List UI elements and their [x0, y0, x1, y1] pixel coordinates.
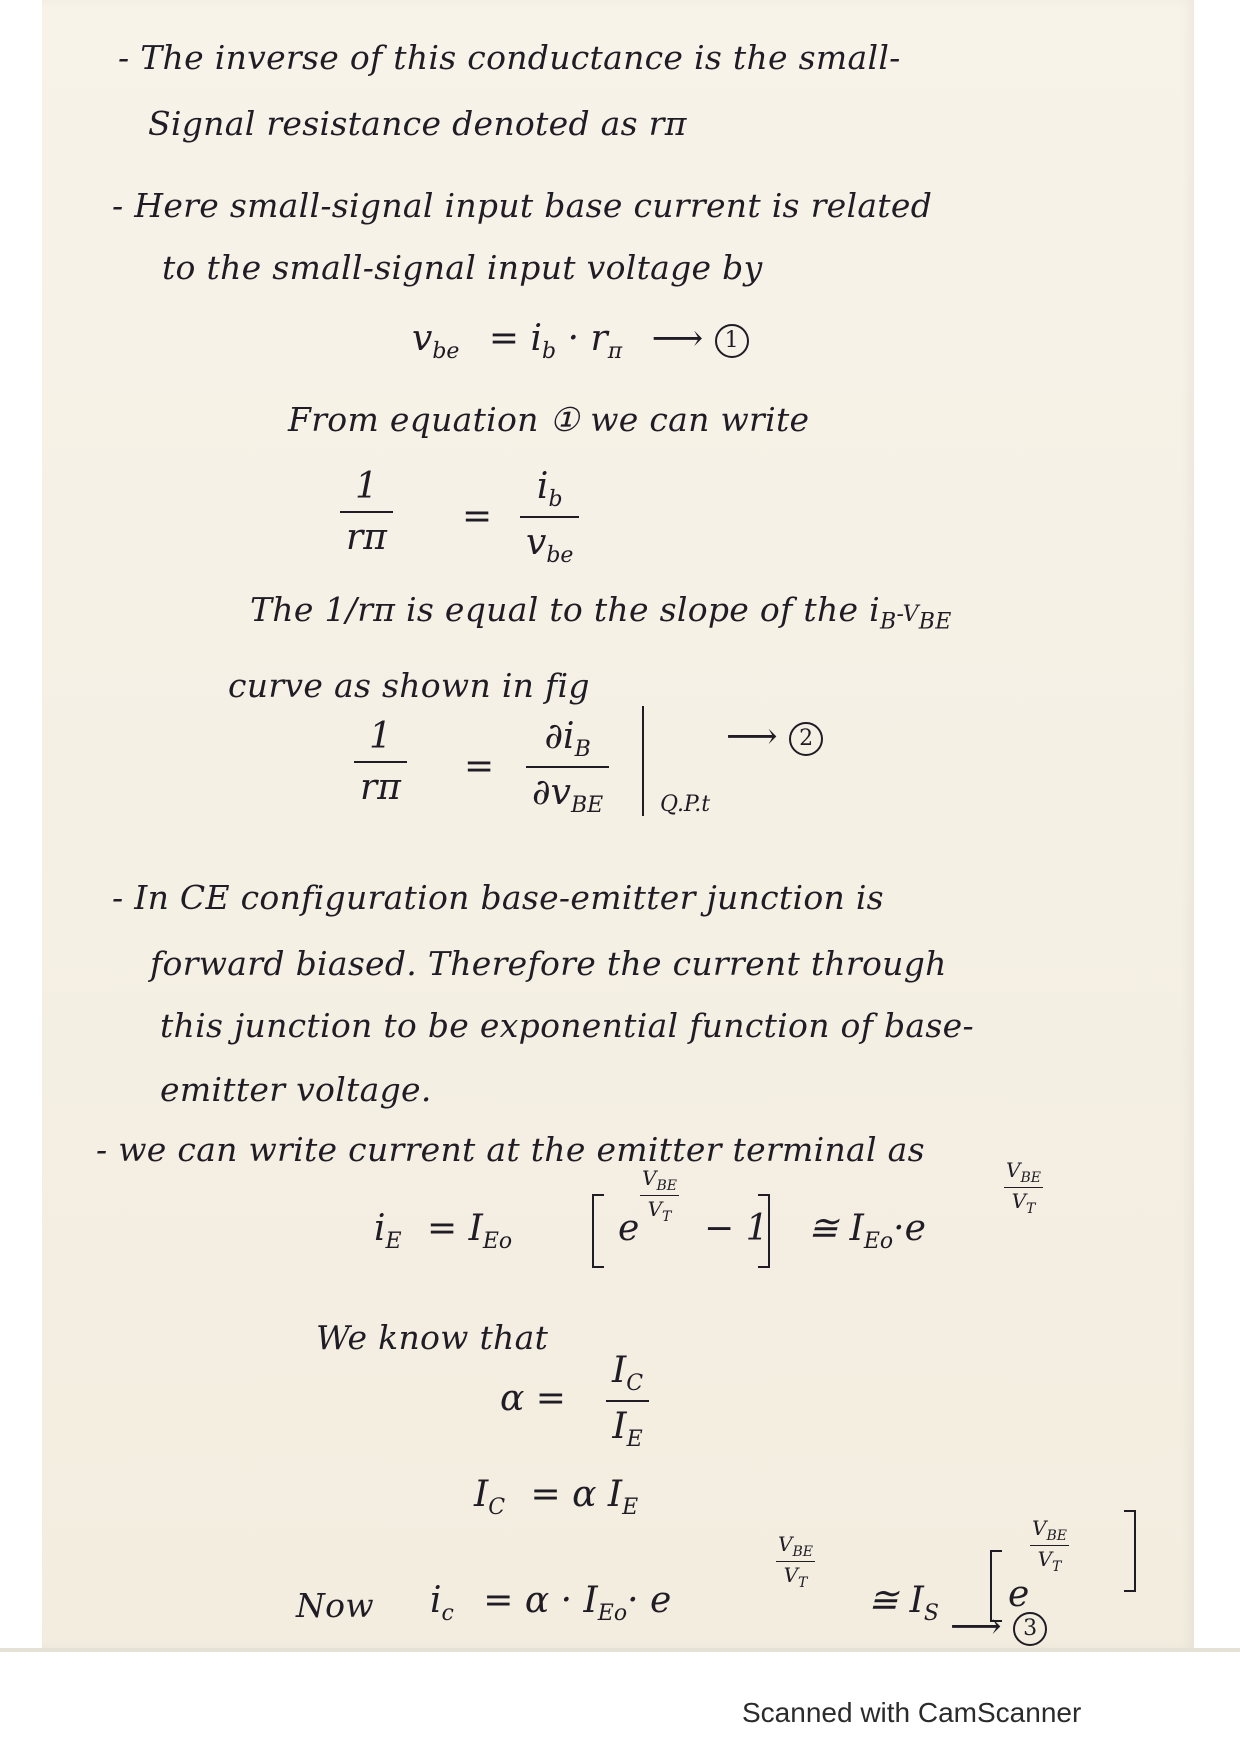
- text-line-12: - we can write current at the emitter terminal as: [96, 1130, 925, 1169]
- page-edge: [0, 1648, 1240, 1652]
- equation-3-approx: ≅ $I_S$: [868, 1580, 939, 1627]
- text-line-9: forward biased. Therefore the current through: [150, 944, 947, 983]
- fraction-diB-over-dvBE: $\partial i_B$ $\partial v_{BE}$: [526, 716, 609, 818]
- exponent-vbe-over-vt: $V_{BE}$ $V_T$: [642, 1166, 677, 1225]
- fraction-one-over-rpi: 1 rπ: [340, 466, 393, 558]
- equation-tag-1: 1: [715, 324, 749, 358]
- evaluation-bar: [642, 706, 644, 816]
- arrow-icon: ⟶: [950, 1606, 1002, 1647]
- alpha-lhs: α =: [500, 1378, 566, 1419]
- equation-2-arrow: [726, 716, 823, 757]
- text-line-5: From equation ① we can write: [288, 400, 810, 439]
- text-line-1: - The inverse of this conductance is the small-: [118, 38, 901, 77]
- exponent-vbe-over-vt-2: $V_{BE}$ $V_T$: [1006, 1158, 1041, 1217]
- text-line-13: We know that: [316, 1318, 549, 1357]
- text-line-10: this junction to be exponential function of base-: [160, 1006, 974, 1045]
- text-line-6: The 1/rπ is equal to the slope of the $i_B-V_{BE}$: [250, 590, 952, 635]
- text-line-2: Signal resistance denoted as rπ: [148, 104, 687, 143]
- arrow-icon: ⟶: [651, 318, 704, 359]
- left-bracket: [592, 1194, 604, 1268]
- text-line-3: - Here small-signal input base current is related: [112, 186, 933, 225]
- equation-3: $i_c = \alpha \cdot I_{Eo}\cdot e$: [430, 1580, 672, 1627]
- evaluation-point-label: Q.P.t: [660, 792, 711, 817]
- right-bracket: [758, 1194, 770, 1268]
- text-line-14: Now: [296, 1586, 374, 1625]
- collector-current-relation: $I_C = \alpha$ $I_E$: [474, 1474, 639, 1521]
- emitter-current-equation: $i_E = I_{Eo}$: [374, 1208, 513, 1255]
- exponent-vbe-over-vt-4: $V_{BE}$ $V_T$: [1032, 1516, 1067, 1575]
- approx-term: ≅ $I_{Eo}\cdot e$: [808, 1208, 926, 1255]
- scanner-watermark: Scanned with CamScanner: [742, 1697, 1082, 1728]
- fraction-ib-over-vbe: $i_b$ $v_{be}$: [520, 466, 579, 568]
- equation-3-arrow: [950, 1606, 1047, 1647]
- fraction-ic-over-ie: $I_C$ $I_E$: [606, 1350, 649, 1452]
- arrow-icon: ⟶: [726, 716, 778, 757]
- text-line-4: to the small-signal input voltage by: [162, 248, 763, 287]
- equation-tag-3: 3: [1013, 1612, 1047, 1646]
- fraction-one-over-rpi-2: 1 rπ: [354, 716, 407, 808]
- exponential-term: e: [618, 1208, 640, 1249]
- equals-sign-2: =: [464, 746, 495, 787]
- exponent-vbe-over-vt-3: $V_{BE}$ $V_T$: [778, 1532, 813, 1591]
- exponential-term-2: e: [1008, 1574, 1030, 1615]
- equals-sign: =: [462, 496, 493, 537]
- text-line-8: - In CE configuration base-emitter junction is: [112, 878, 884, 917]
- minus-one: − 1: [704, 1208, 769, 1249]
- equation-tag-2: 2: [789, 722, 823, 756]
- right-bracket-2: [1124, 1510, 1136, 1592]
- text-line-11: emitter voltage.: [160, 1070, 432, 1109]
- equation-1: $v_{be} = i_b \cdot r_\pi$ ⟶ 1: [412, 318, 749, 364]
- text-line-7: curve as shown in fig: [228, 666, 590, 705]
